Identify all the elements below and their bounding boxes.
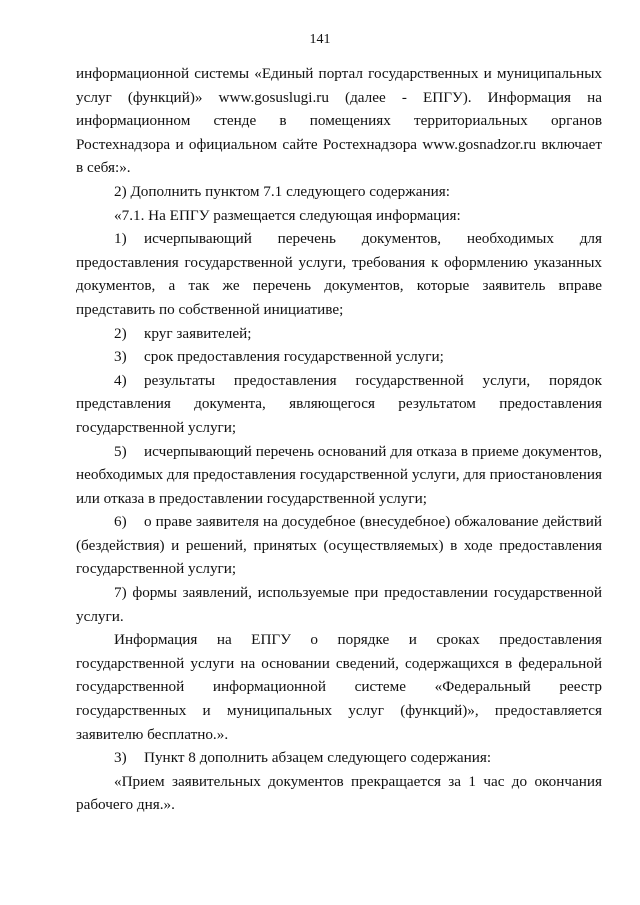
list-number: 4) xyxy=(114,371,127,389)
list-item-7: 7) формы заявлений, используемые при предоставлении государственной услуги. xyxy=(76,584,602,625)
list-number: 5) xyxy=(114,442,127,460)
list-item-1 xyxy=(76,227,602,321)
paragraph-item-3 xyxy=(76,746,602,770)
list-number: 3) xyxy=(114,348,127,366)
paragraph-point-7-1: «7.1. На ЕПГУ размещается следующая информация: xyxy=(114,206,461,224)
document-body xyxy=(76,62,602,817)
list-number: 1) xyxy=(114,230,127,248)
paragraph-item-2: 2) Дополнить пунктом 7.1 следующего содержания: xyxy=(114,182,450,200)
list-number: 3) xyxy=(114,749,127,767)
list-item-4 xyxy=(76,369,602,440)
list-item-3 xyxy=(76,345,602,369)
paragraph-continuation: информационной системы «Единый портал государственных и муниципальных услуг (функций)» www.gosuslugi.ru (далее - ЕПГУ). Информация на информационном стенде в помещениях территориальных органов Ростехнадзора и официальном сайте Ростехнадзора www.gosnadzor.ru включает в себя:». xyxy=(76,65,603,177)
list-text: Пункт 8 дополнить абзацем следующего содержания: xyxy=(144,749,492,767)
list-text: исчерпывающий перечень оснований для отказа в приеме документов, необходимых для предоставления государственной услуги, для приостановления или отказа в предоставлении государственной услуги; xyxy=(76,442,602,507)
page-number: 141 xyxy=(309,32,331,47)
list-text: круг заявителей; xyxy=(144,324,252,342)
list-item-5 xyxy=(76,440,602,511)
paragraph-reception-hours: «Прием заявительных документов прекращается за 1 час до окончания рабочего дня.». xyxy=(76,772,602,814)
list-item-2 xyxy=(76,322,602,346)
list-text: о праве заявителя на досудебное (внесудебное) обжалование действий (бездействия) и решений, принятых (осуществляемых) в ходе предоставления государственной услуги; xyxy=(76,513,602,578)
list-text: результаты предоставления государственной услуги, порядок представления документа, являющегося результатом предоставления государственной услуги; xyxy=(76,371,602,436)
list-number: 2) xyxy=(114,324,127,342)
paragraph-epgu-info: Информация на ЕПГУ о порядке и сроках предоставления государственной услуги на основании сведений, содержащихся в федеральной государственной информационной системе «Федеральный реестр государственных и муниципальных услуг (функций)», предоставляется заявителю бесплатно.». xyxy=(76,631,602,743)
list-item-6 xyxy=(76,510,602,581)
list-number: 6) xyxy=(114,513,127,531)
list-text: исчерпывающий перечень документов, необходимых для предоставления государственной услуги, требования к оформлению указанных документов, а так же перечень документов, которые заявитель вправе представить по собственной инициативе; xyxy=(76,230,602,318)
list-text: срок предоставления государственной услуги; xyxy=(144,348,444,366)
